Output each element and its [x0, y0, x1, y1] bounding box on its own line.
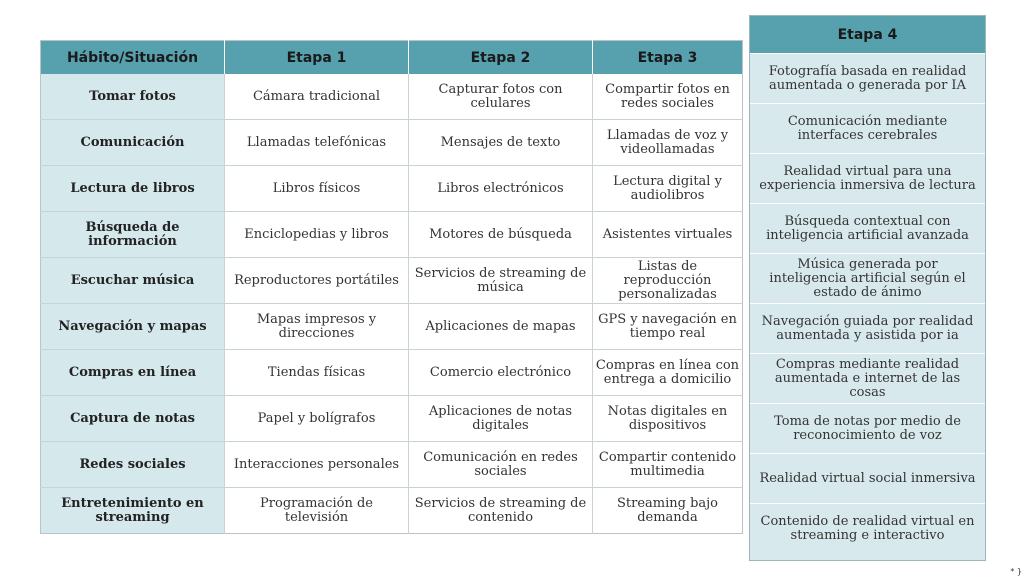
header-cell: Etapa 3: [593, 41, 743, 75]
stage-cell: Libros electrónicos: [409, 166, 593, 212]
table-row: [41, 258, 743, 304]
table-row: [41, 396, 743, 442]
habit-cell: Tomar fotos: [41, 74, 225, 120]
stage-cell: Capturar fotos con celulares: [409, 74, 593, 120]
table-header: [41, 41, 743, 75]
stage-cell: Mensajes de texto: [409, 120, 593, 166]
stage-cell: Libros físicos: [225, 166, 409, 212]
stage-cell: Cámara tradicional: [225, 74, 409, 120]
stage-cell: GPS y navegación en tiempo real: [593, 304, 743, 350]
habit-cell: Redes sociales: [41, 442, 225, 488]
stage-cell: Llamadas de voz y videollamadas: [593, 120, 743, 166]
habit-cell: Lectura de libros: [41, 166, 225, 212]
stage4-cell: Búsqueda contextual con inteligencia artificial avanzada: [750, 203, 985, 253]
stage-cell: Aplicaciones de notas digitales: [409, 396, 593, 442]
stage-cell: Servicios de streaming de contenido: [409, 488, 593, 534]
stage-cell: Motores de búsqueda: [409, 212, 593, 258]
table-row: [41, 488, 743, 534]
stage-cell: Servicios de streaming de música: [409, 258, 593, 304]
stage4-cell: Contenido de realidad virtual en streaming e interactivo: [750, 503, 985, 553]
stage-cell: Reproductores portátiles: [225, 258, 409, 304]
stage4-cell: Realidad virtual para una experiencia inmersiva de lectura: [750, 153, 985, 203]
stage4-cell: Navegación guiada por realidad aumentada y asistida por ia: [750, 303, 985, 353]
habit-cell: Navegación y mapas: [41, 304, 225, 350]
stage-cell: Interacciones personales: [225, 442, 409, 488]
habit-cell: Escuchar música: [41, 258, 225, 304]
stage4-cell: Realidad virtual social inmersiva: [750, 453, 985, 503]
table-row: [41, 304, 743, 350]
habit-cell: Captura de notas: [41, 396, 225, 442]
table-row: [41, 350, 743, 396]
stage-cell: Mapas impresos y direcciones: [225, 304, 409, 350]
stage4-cell: Fotografía basada en realidad aumentada o generada por IA: [750, 53, 985, 103]
stage-cell: Streaming bajo demanda: [616, 495, 719, 525]
stage-cell: Llamadas telefónicas: [225, 120, 409, 166]
header-cell: Hábito/Situación: [41, 41, 225, 75]
stage-cell: Notas digitales en dispositivos: [593, 396, 743, 442]
stage4-cell: Música generada por inteligencia artificial según el estado de ánimo: [750, 253, 985, 303]
stage-cell: Tiendas físicas: [225, 350, 409, 396]
stage-cell: Enciclopedias y libros: [225, 212, 409, 258]
stage-cell: Programación de televisión: [225, 488, 409, 534]
stage-cell: Asistentes virtuales: [593, 212, 743, 258]
table-row: [41, 166, 743, 212]
stage4-panel: [749, 15, 986, 561]
footnote: * }: [1010, 567, 1022, 576]
stage-cell: Compartir contenido multimedia: [593, 442, 743, 488]
stage4-header: Etapa 4: [750, 16, 985, 53]
stage-cell: Aplicaciones de mapas: [409, 304, 593, 350]
habit-cell: Búsqueda de información: [41, 212, 225, 258]
stage4-cell: Compras mediante realidad aumentada e internet de las cosas: [750, 353, 985, 403]
header-cell: Etapa 2: [409, 41, 593, 75]
stage-cell: Compartir fotos en redes sociales: [593, 74, 743, 120]
habits-table: [40, 40, 743, 534]
habit-cell: Comunicación: [41, 120, 225, 166]
stage-cell: Compras en línea con entrega a domicilio: [593, 350, 743, 396]
table-row: [41, 74, 743, 120]
stage-cell: Lectura digital y audiolibros: [593, 166, 743, 212]
stage-cell: Papel y bolígrafos: [225, 396, 409, 442]
habit-cell: Compras en línea: [41, 350, 225, 396]
stage-cell: Comercio electrónico: [409, 350, 593, 396]
table-row: [41, 442, 743, 488]
table-row: [41, 212, 743, 258]
stage4-cell: Toma de notas por medio de reconocimiento de voz: [750, 403, 985, 453]
stage-cell: Listas de reproducción personalizadas: [593, 258, 743, 304]
stage4-list: [750, 53, 985, 553]
header-cell: Etapa 1: [225, 41, 409, 75]
habit-cell: Entretenimiento en streaming: [41, 488, 225, 534]
stage4-cell: Comunicación mediante interfaces cerebrales: [750, 103, 985, 153]
table-row: [41, 120, 743, 166]
stage-cell: Comunicación en redes sociales: [409, 442, 593, 488]
table-body: [41, 74, 743, 534]
